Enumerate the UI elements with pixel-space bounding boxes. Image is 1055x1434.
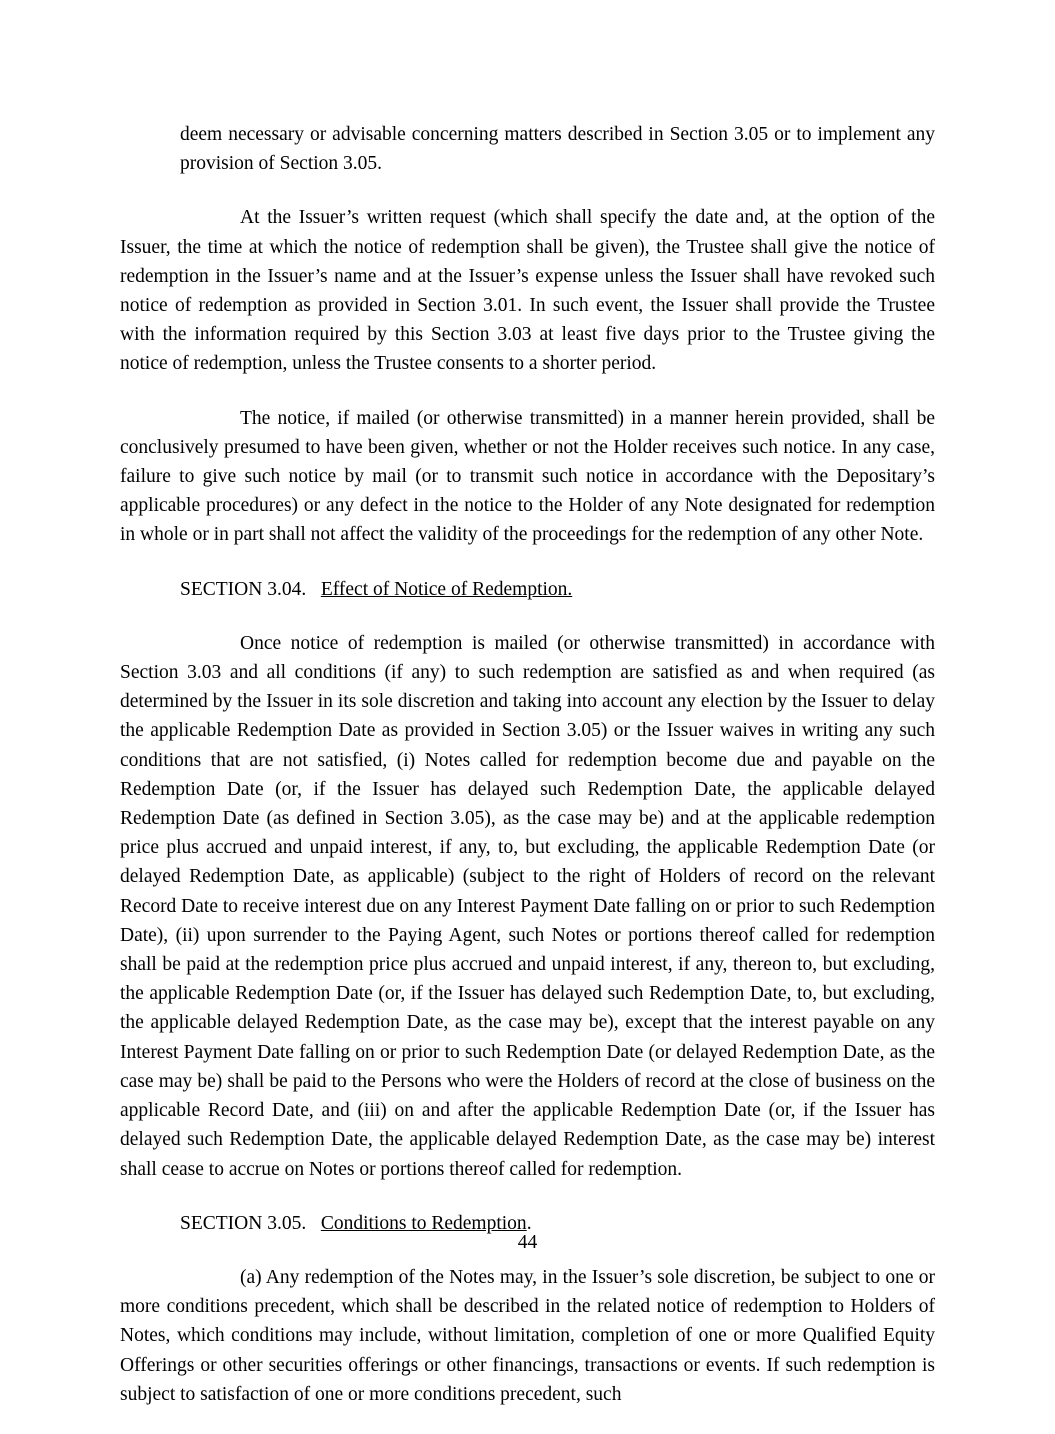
section-title-3-04: Effect of Notice of Redemption. (320, 578, 573, 600)
section-title-3-05: Conditions to Redemption (320, 1212, 527, 1234)
paragraph-issuer-request: At the Issuer’s written request (which shall specify the date and, at the option of the Issuer, the time at which the notice of redemption shall be given), the Trustee shall give the notice of redemption in the Issuer’s name and at the Issuer’s expense unless the Issuer shall have revoked such notice of redemption as provided in Section 3.01. In such event, the Issuer shall provide the Trustee with the information required by this Section 3.03 at least five days prior to the Trustee giving the notice of redemption, unless the Trustee consents to a shorter period. (120, 207, 935, 375)
paragraph-notice-presumption: The notice, if mailed (or otherwise transmitted) in a manner herein provided, shall be conclusively presumed to have been given, whether or not the Holder receives such notice. In any case, failure to give such notice by mail (or to transmit such notice in accordance with the Depositary’s applicable procedures) or any defect in the notice to the Holder of any Note designated for redemption in whole or in part shall not affect the validity of the proceedings for the redemption of any other Note. (120, 407, 935, 546)
paragraph-continuation: deem necessary or advisable concerning matters described in Section 3.05 or to implement any provision of Section 3.05. (180, 124, 935, 175)
section-title-3-05-suffix: . (526, 1212, 532, 1234)
page-number: 44 (517, 1232, 538, 1253)
section-number-3-04: SECTION 3.04. (180, 578, 307, 600)
section-3-04-body: Once notice of redemption is mailed (or otherwise transmitted) in accordance with Section 3.03 and all conditions (if any) to such redemption are satisfied as and when required (as determined by the Issuer in its sole discretion and taking into account any election by the Issuer to delay the applicable Redemption Date as provided in Section 3.05) or the Issuer waives in writing any such conditions that are not satisfied, (i) Notes called for redemption become due and payable on the Redemption Date (or, if the Issuer has delayed such Redemption Date, the applicable delayed Redemption Date (as defined in Section 3.05), as the case may be) and at the applicable redemption price plus accrued and unpaid interest, if any, to, but excluding, the applicable Redemption Date (or delayed Redemption Date, as applicable) (subject to the right of Holders of record on the relevant Record Date to receive interest due on any Interest Payment Date falling on or prior to such Redemption Date), (ii) upon surrender to the Paying Agent, such Notes or portions thereof called for redemption shall be paid at the redemption price plus accrued and unpaid interest, if any, thereon to, but excluding, the applicable Redemption Date (or, if the Issuer has delayed such Redemption Date, to, but excluding, the applicable delayed Redemption Date, as the case may be), except that the interest payable on any Interest Payment Date falling on or prior to such Redemption Date (or delayed Redemption Date, as the case may be) shall be paid to the Persons who were the Holders of record at the close of business on the applicable Record Date, and (iii) on and after the applicable Redemption Date (or, if the Issuer has delayed such Redemption Date, the applicable delayed Redemption Date, as the case may be) interest shall cease to accrue on Notes or portions thereof called for redemption. (120, 632, 935, 1180)
section-number-3-05: SECTION 3.05. (180, 1212, 307, 1234)
section-heading-3-04 (120, 575, 935, 604)
section-3-05-body: (a) Any redemption of the Notes may, in the Issuer’s sole discretion, be subject to one or more conditions precedent, which shall be described in the related notice of redemption to Holders of Notes, which conditions may include, without limitation, completion of one or more Qualified Equity Offerings or other securities offerings or other financings, transactions or events. If such redemption is subject to satisfaction of one or more conditions precedent, such (120, 1266, 935, 1405)
